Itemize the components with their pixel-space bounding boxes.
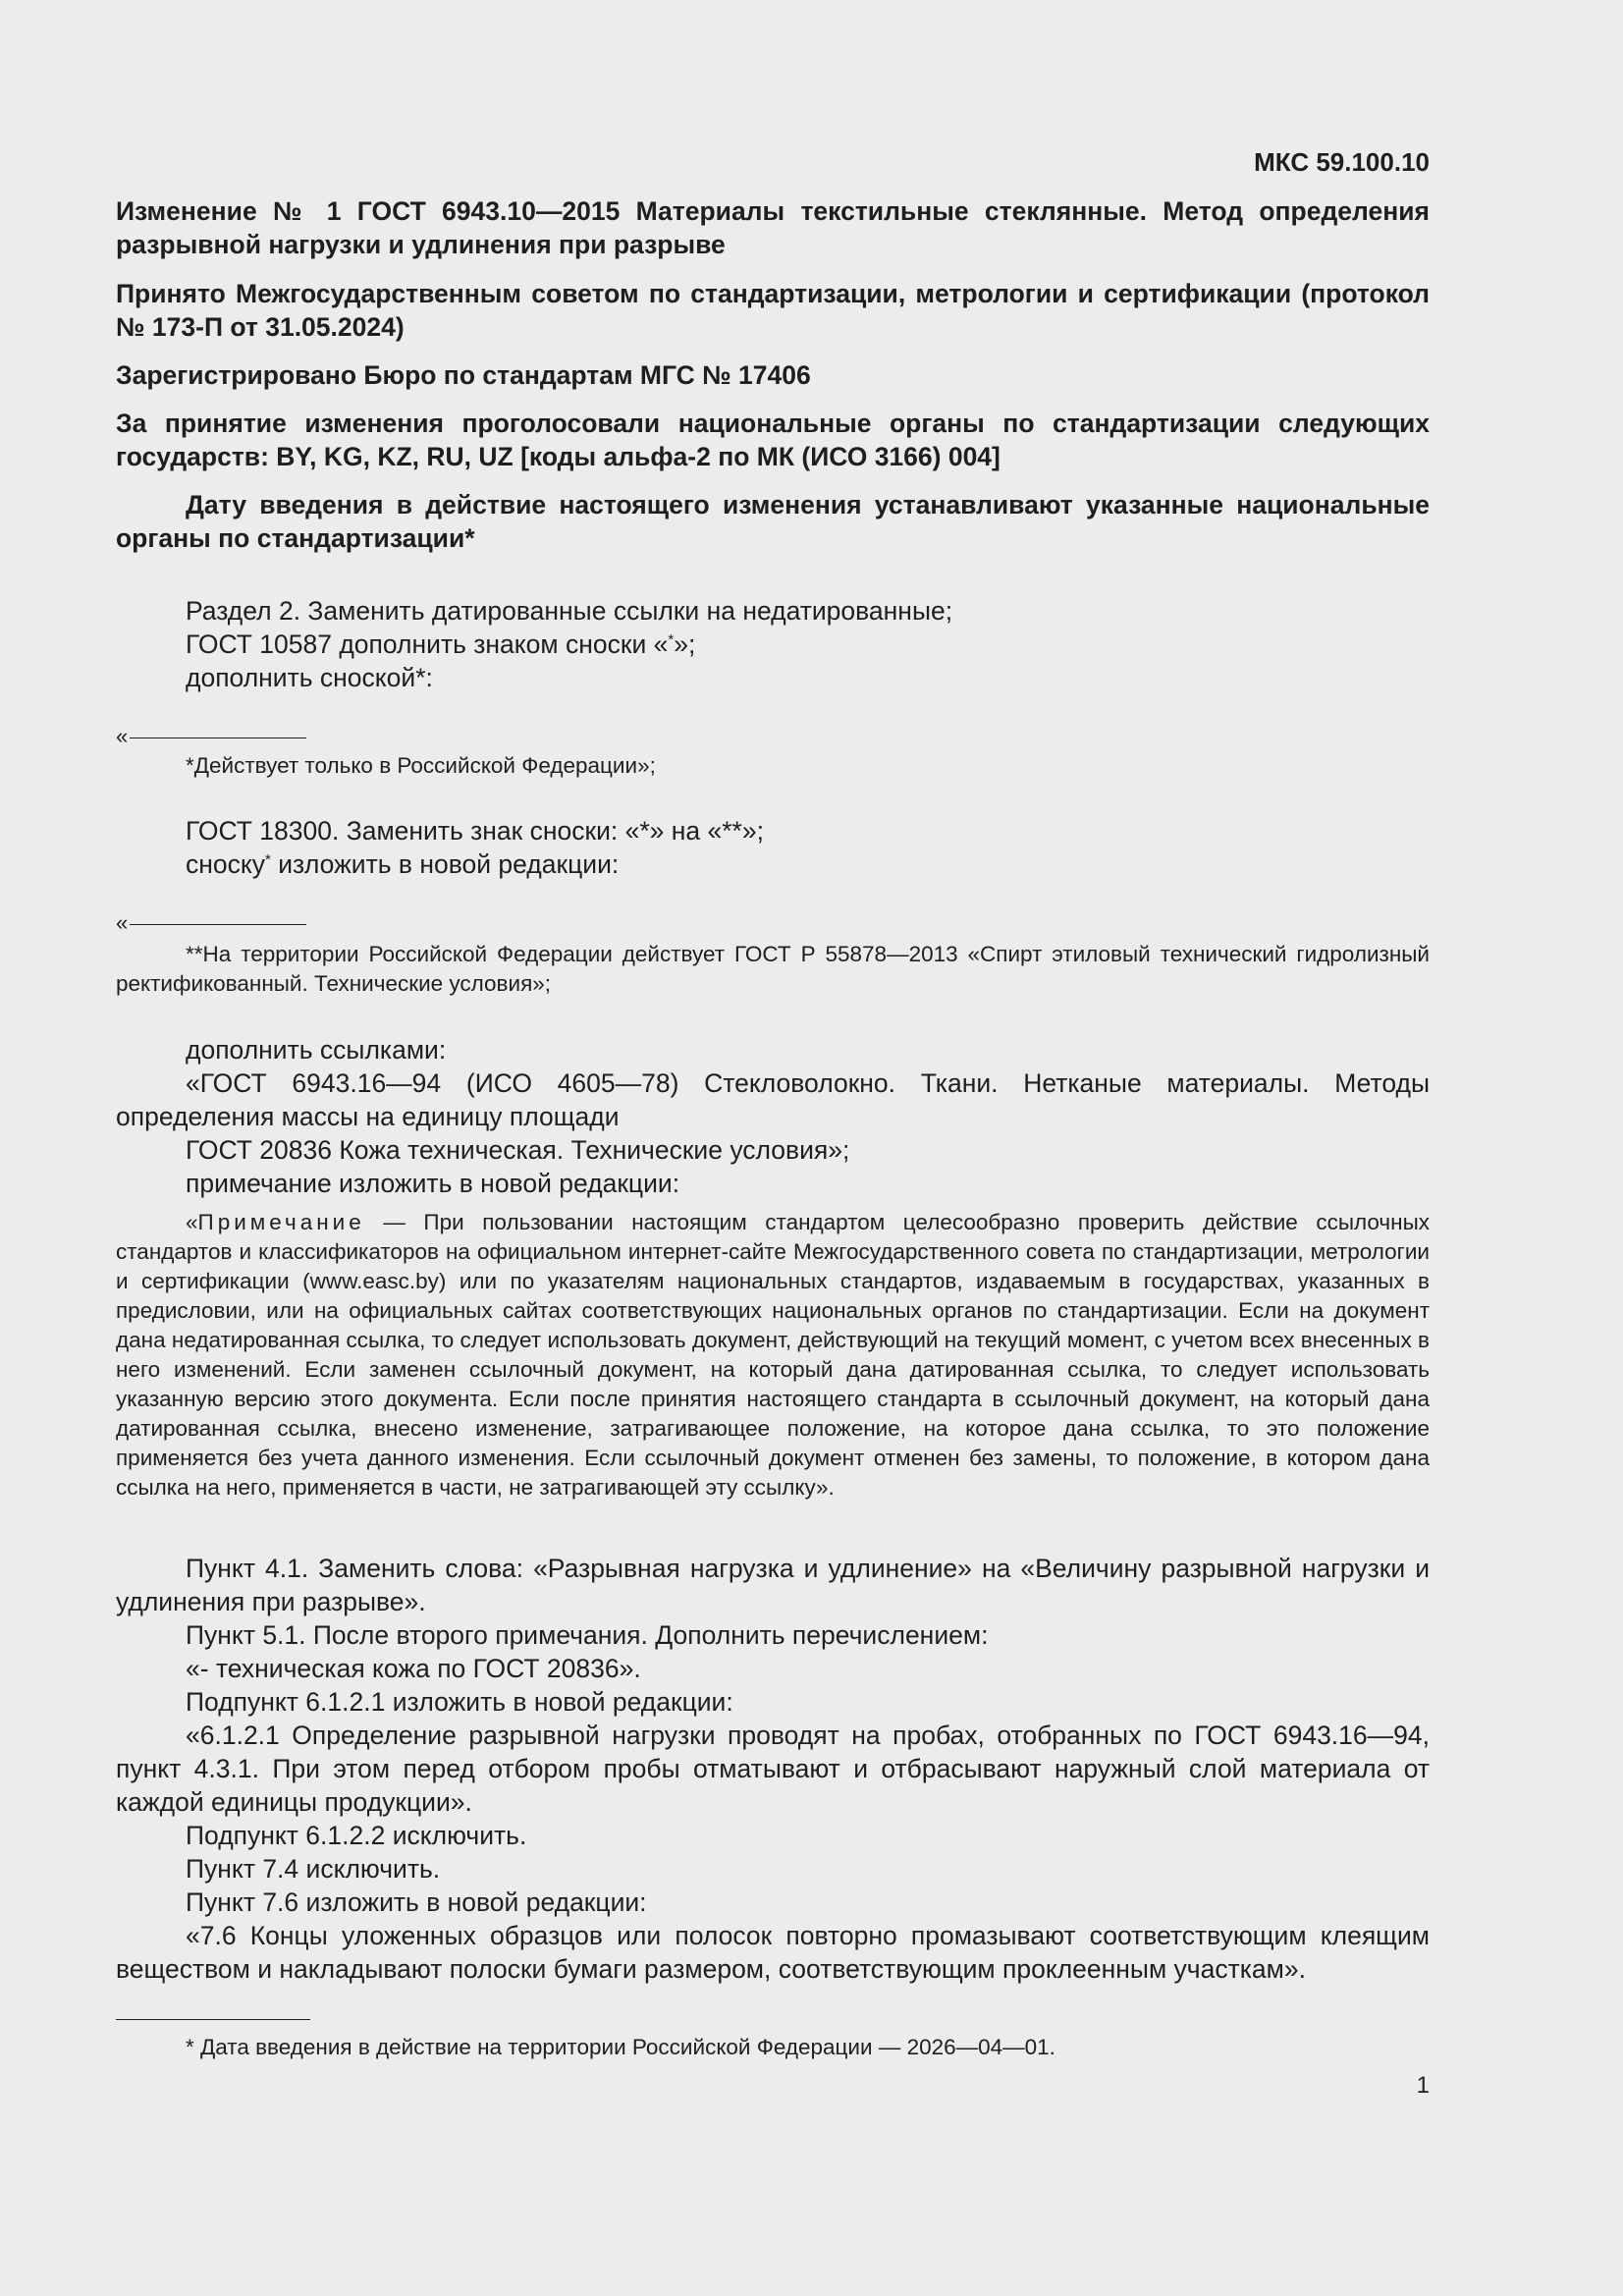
section2-block [116, 594, 1430, 694]
note-label: Примечание [197, 1210, 365, 1234]
reference-gost-6943-16: «ГОСТ 6943.16—94 (ИСО 4605—78) Стекловолокно. Ткани. Нетканые материалы. Методы определения массы на единицу площади [116, 1068, 1430, 1131]
note-edit-line: примечание изложить в новой редакции: [186, 1169, 680, 1198]
change-item: Подпункт 6.1.2.2 исключить. [186, 1821, 527, 1850]
page-number: 1 [1416, 2072, 1430, 2099]
gost18300-block [116, 814, 1430, 881]
section2-line2: ГОСТ 10587 дополнить знаком сноски «*»; [186, 629, 696, 659]
footnote-separator-1: « [116, 725, 306, 748]
footnote-separator-2: « [116, 911, 306, 935]
footnote-gost-r: **На территории Российской Федерации действует ГОСТ Р 55878—2013 «Спирт этиловый технический гидролизный ректификованный. Технические условия»; [116, 942, 1430, 996]
note-text: — При пользовании настоящим стандартом целесообразно проверить действие ссылочных стандартов и классификаторов на официальном интернет-сайте Межгосударственного совета по стандартизации, метрологии и сертификации (www.easc.by) или по указателям национальных стандартов, издаваемым в государствах, указанных в предисловии, или на официальных сайтах соответствующих национальных органов по стандартизации. Если на документ дана недатированная ссылка, то следует использовать документ, действующий на текущий момент, с учетом всех внесенных в него изменений. Если заменен ссылочный документ, на который дана датированная ссылка, то следует использовать указанную версию этого документа. Если после принятия настоящего стандарта в ссылочный документ, на который дана датированная ссылка, внесено изменение, затрагивающее положение, на которое дана ссылка, то это положение применяется без учета данного изменения. Если ссылочный документ отменен без замены, то положение, в котором дана ссылка на него, применяется в части, не затрагивающей эту ссылку». [116, 1210, 1430, 1500]
page-footnote: * Дата введения в действие на территории Российской Федерации — 2026—04—01. [186, 2035, 1055, 2059]
document-page [116, 0, 1430, 2296]
section2-line3: дополнить сноской*: [186, 663, 433, 692]
change-item: «- техническая кожа по ГОСТ 20836». [186, 1654, 641, 1683]
footnote-edit-line: сноску* изложить в новой редакции: [186, 849, 620, 879]
page-footnote-separator [116, 2019, 310, 2020]
change-item: «6.1.2.1 Определение разрывной нагрузки проводят на пробах, отобранных по ГОСТ 6943.16—94, пункт 4.3.1. При этом перед отбором пробы отматывают и отбрасывают наружный слой материала от каждой единицы продукции». [116, 1721, 1430, 1817]
reference-gost-20836: ГОСТ 20836 Кожа техническая. Технические условия»; [186, 1135, 850, 1165]
section2-line1: Раздел 2. Заменить датированные ссылки на недатированные; [186, 596, 953, 626]
references-block [116, 1033, 1430, 1200]
changes-block [116, 1552, 1430, 1986]
date-note: Дату введения в действие настоящего изменения устанавливают указанные национальные органы по стандартизации* [116, 490, 1430, 553]
change-item: Пункт 4.1. Заменить слова: «Разрывная нагрузка и удлинение» на «Величину разрывной нагрузки и удлинения при разрыве». [116, 1554, 1430, 1616]
gost18300-line: ГОСТ 18300. Заменить знак сноски: «*» на «**»; [186, 816, 764, 846]
change-item: Пункт 5.1. После второго примечания. Дополнить перечислением: [186, 1620, 989, 1650]
add-references-line: дополнить ссылками: [186, 1035, 447, 1065]
registration-statement: Зарегистрировано Бюро по стандартам МГС № 17406 [116, 360, 811, 390]
voting-statement: За принятие изменения проголосовали национальные органы по стандартизации следующих государств: BY, KG, KZ, RU, UZ [коды альфа-2 по МК (ИСО 3166) 004] [116, 409, 1430, 471]
change-item: «7.6 Концы уложенных образцов или полосок повторно промазывают соответствующим клеящим веществом и накладывают полоски бумаги размером, соответствующим проклеенным участкам». [116, 1921, 1430, 1984]
footnote-russia-only: *Действует только в Российской Федерации»; [186, 753, 656, 778]
change-item: Пункт 7.4 исключить. [186, 1854, 441, 1884]
adopted-statement: Принято Межгосударственным советом по стандартизации, метрологии и сертификации (протокол № 173-П от 31.05.2024) [116, 279, 1430, 342]
change-item: Пункт 7.6 изложить в новой редакции: [186, 1887, 647, 1917]
change-item: Подпункт 6.1.2.1 изложить в новой редакции: [186, 1687, 733, 1717]
amendment-title: Изменение № 1 ГОСТ 6943.10—2015 Материалы текстильные стеклянные. Метод определения разрывной нагрузки и удлинения при разрыве [116, 196, 1430, 259]
note-block: «Примечание — При пользовании настоящим стандартом целесообразно проверить действие ссылочных стандартов и классификаторов на официальном интернет-сайте Межгосударственного совета по стандартизации, метрологии и сертификации (www.easc.by) или по указателям национальных стандартов, издаваемым в государствах, указанных в предисловии, или на официальных сайтах соответствующих национальных органов по стандартизации. Если на документ дана недатированная ссылка, то следует использовать документ, действующий на текущий момент, с учетом всех внесенных в него изменений. Если заменен ссылочный документ, на который дана датированная ссылка, то следует использовать указанную версию этого документа. Если после принятия настоящего стандарта в ссылочный документ, на который дана датированная ссылка, внесено изменение, затрагивающее положение, на которое дана ссылка, то это положение применяется без учета данного изменения. Если ссылочный документ отменен без замены, то положение, в котором дана ссылка на него, применяется в части, не затрагивающей эту ссылку». [116, 1210, 1430, 1500]
mks-code: МКС 59.100.10 [1254, 147, 1430, 177]
